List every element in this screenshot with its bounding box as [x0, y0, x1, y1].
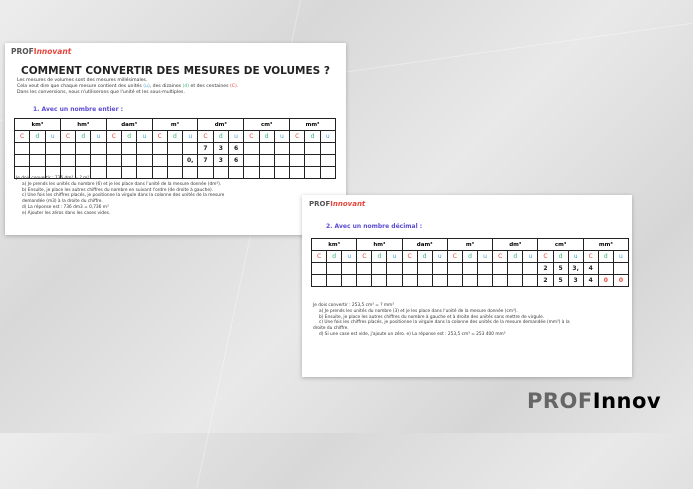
instruction-line: droite du chiffre.: [313, 326, 349, 332]
conversion-table: [14, 118, 336, 179]
unit-header-km: km³: [312, 239, 357, 251]
table-cell: 3,: [568, 263, 583, 275]
table-cell: [45, 155, 60, 167]
table-cell: [121, 143, 136, 155]
table-cell: [402, 263, 417, 275]
brand-prof: PROF: [11, 47, 34, 56]
subheader-d: d: [327, 251, 342, 263]
subheader-u: u: [387, 251, 402, 263]
subheader-u: u: [45, 131, 60, 143]
table-cell: [121, 155, 136, 167]
subheader-C: C: [402, 251, 417, 263]
table-cell: [312, 263, 327, 275]
table-cell: [508, 275, 523, 287]
section-heading: 1. Avec un nombre entier :: [33, 106, 124, 113]
brand-i: I: [33, 47, 37, 56]
table-cell: 4: [583, 275, 598, 287]
table-cell: [15, 155, 30, 167]
table-cell: [30, 155, 45, 167]
subheader-C: C: [357, 251, 372, 263]
instruction-line: demandée (m3) à la droite du chiffre.: [22, 199, 103, 205]
brand-rest: nnovant: [36, 47, 72, 56]
subheader-u: u: [523, 251, 538, 263]
unit-header-mm: mm³: [290, 119, 336, 131]
table-cell: 5: [553, 263, 568, 275]
unit-header-hm: hm³: [60, 119, 106, 131]
table-cell: [357, 275, 372, 287]
subheader-C: C: [15, 131, 30, 143]
table-cell: [76, 143, 91, 155]
subheader-u: u: [613, 251, 628, 263]
table-cell: [342, 275, 357, 287]
subheader-u: u: [274, 131, 289, 143]
worksheet-decimal: [302, 195, 632, 377]
intro-line: Les mesures de volumes sont des mesures millésimales.: [17, 78, 148, 83]
table-subheader-row: [15, 131, 336, 143]
unit-header-km: km³: [15, 119, 61, 131]
table-cell: [320, 143, 335, 155]
table-cell: [259, 143, 274, 155]
table-header-row: [312, 239, 629, 251]
subheader-C: C: [493, 251, 508, 263]
table-cell: [183, 143, 198, 155]
table-cell: [137, 143, 152, 155]
unit-header-dam: dam³: [402, 239, 447, 251]
unit-header-mm: mm³: [583, 239, 628, 251]
subheader-u: u: [137, 131, 152, 143]
table-cell: [30, 143, 45, 155]
subheader-u: u: [183, 131, 198, 143]
table-cell: [613, 263, 628, 275]
brand-rest: nnovant: [332, 200, 366, 208]
table-cell: 0,: [183, 155, 198, 167]
subheader-C: C: [106, 131, 121, 143]
unit-header-dam: dam³: [106, 119, 152, 131]
subheader-d: d: [508, 251, 523, 263]
intro-line: Cela veut dire que chaque mesure contient des unités (u), des dizaines (d) et des centaines (C).: [17, 84, 239, 90]
table-cell: [305, 155, 320, 167]
table-cell: [106, 143, 121, 155]
subheader-u: u: [478, 251, 493, 263]
instruction-line: c) Une fois les chiffres placés, je positionne la virgule dans la colonne des unités de la mesure demandée (mm³) à la: [319, 320, 570, 326]
table-cell: [76, 155, 91, 167]
instruction-line: d) Si une case est vide, j'ajoute un zéro. e) La réponse est : 253,5 cm³ = 253 400 mm³: [319, 331, 506, 337]
subheader-d: d: [121, 131, 136, 143]
table-cell: [290, 155, 305, 167]
table-row: [312, 263, 629, 275]
table-cell: [478, 263, 493, 275]
subheader-d: d: [30, 131, 45, 143]
table-row: [312, 275, 629, 287]
table-cell: [259, 155, 274, 167]
table-cell: [327, 263, 342, 275]
table-cell: [357, 263, 372, 275]
instruction-line: e) Ajouter les zéros dans les cases vides.: [22, 210, 111, 216]
subheader-d: d: [305, 131, 320, 143]
subheader-d: d: [417, 251, 432, 263]
intro-line: Dans les conversions, nous n'utiliserons que l'unité et les sous-multiples.: [17, 90, 185, 96]
instruction-line: Je dois convertir : 253,5 cm³ = ? mm³: [313, 303, 394, 308]
table-cell: [493, 275, 508, 287]
table-cell: [274, 155, 289, 167]
table-cell: [312, 275, 327, 287]
table-cell: [152, 143, 167, 155]
subheader-d: d: [553, 251, 568, 263]
table-cell: [342, 263, 357, 275]
table-cell: [152, 155, 167, 167]
table-cell: [305, 143, 320, 155]
table-cell: [274, 143, 289, 155]
table-cell: [523, 275, 538, 287]
brand-prof: PROF: [309, 200, 331, 208]
brand-rest: nnov: [601, 389, 662, 413]
table-cell: [244, 143, 259, 155]
table-cell: 4: [583, 263, 598, 275]
table-cell: [327, 275, 342, 287]
instruction-line: a) Je prends les unités du nombre (3) et je les place dans l'unité de la mesure donnée (cm³).: [319, 308, 518, 314]
table-cell: [462, 275, 477, 287]
subheader-C: C: [290, 131, 305, 143]
table-cell: 6: [228, 143, 243, 155]
brand-logo-small: [11, 47, 71, 56]
table-cell: [60, 155, 75, 167]
intro-text: [17, 78, 337, 97]
table-cell: [167, 143, 182, 155]
brand-i: I: [592, 389, 602, 413]
section-heading: 2. Avec un nombre décimal :: [326, 223, 423, 230]
table-cell: [402, 275, 417, 287]
subheader-d: d: [462, 251, 477, 263]
unit-header-cm: cm³: [538, 239, 583, 251]
instruction-line: d) La réponse est : 736 dm3 = 0,736 m³: [22, 204, 109, 210]
subheader-C: C: [538, 251, 553, 263]
table-cell: [106, 155, 121, 167]
table-cell: [493, 263, 508, 275]
instruction-line: a) Je prends les unités du nombre (6) et je les place dans l'unité de la mesure donnée (dm³).: [22, 181, 222, 187]
subheader-d: d: [167, 131, 182, 143]
table-cell: 2: [538, 275, 553, 287]
table-cell: [523, 263, 538, 275]
table-row: [15, 155, 336, 167]
subheader-d: d: [372, 251, 387, 263]
table-cell: [244, 155, 259, 167]
unit-header-dm: dm³: [198, 119, 244, 131]
brand-logo-large: [527, 389, 661, 413]
subheader-C: C: [198, 131, 213, 143]
table-cell: [447, 275, 462, 287]
unit-header-m: m³: [447, 239, 492, 251]
unit-header-hm: hm³: [357, 239, 402, 251]
subheader-u: u: [568, 251, 583, 263]
unit-header-dm: dm³: [493, 239, 538, 251]
subheader-d: d: [76, 131, 91, 143]
table-cell: [432, 263, 447, 275]
instruction-line: c) Une fois les chiffres placés, je positionne la virgule dans la colonne des unités de la mesure: [22, 193, 225, 199]
subheader-u: u: [342, 251, 357, 263]
instruction-line: b) Ensuite, je place les autres chiffres du nombre à gauche et à droite des unités sans mettre de virgule.: [319, 314, 545, 320]
table-cell: 7: [198, 143, 213, 155]
subheader-C: C: [244, 131, 259, 143]
subheader-C: C: [312, 251, 327, 263]
brand-prof: PROF: [527, 389, 593, 413]
table-cell: 3: [213, 143, 228, 155]
subheader-C: C: [60, 131, 75, 143]
table-cell: [372, 263, 387, 275]
table-cell: 2: [538, 263, 553, 275]
unit-header-cm: cm³: [244, 119, 290, 131]
table-cell: [320, 155, 335, 167]
subheader-u: u: [320, 131, 335, 143]
brand-i: I: [330, 200, 333, 208]
subheader-d: d: [213, 131, 228, 143]
instructions: [313, 303, 629, 338]
table-cell: [167, 155, 182, 167]
table-cell: 5: [553, 275, 568, 287]
page-title: COMMENT CONVERTIR DES MESURES DE VOLUMES ?: [21, 65, 330, 77]
instruction-line: b) Ensuite, je place les autres chiffres du nombre en suivant l'ordre (de droite à gauche).: [22, 187, 214, 193]
worksheet-integer: [5, 43, 346, 235]
table-cell: 0: [598, 275, 613, 287]
table-cell: [508, 263, 523, 275]
table-cell: [91, 143, 106, 155]
table-cell: [45, 143, 60, 155]
subheader-u: u: [91, 131, 106, 143]
table-cell: 3: [568, 275, 583, 287]
table-subheader-row: [312, 251, 629, 263]
instructions: [16, 176, 341, 217]
instruction-line: Je dois convertir : 736 dm³ = ? m³: [16, 176, 90, 181]
table-cell: [417, 275, 432, 287]
subheader-C: C: [583, 251, 598, 263]
subheader-u: u: [228, 131, 243, 143]
table-cell: [598, 263, 613, 275]
table-cell: 6: [228, 155, 243, 167]
table-cell: [60, 143, 75, 155]
subheader-C: C: [447, 251, 462, 263]
table-cell: [15, 143, 30, 155]
conversion-table: [311, 238, 629, 287]
table-cell: [462, 263, 477, 275]
table-cell: [137, 155, 152, 167]
brand-logo-small: [309, 200, 365, 208]
table-cell: 3: [213, 155, 228, 167]
subheader-C: C: [152, 131, 167, 143]
subheader-u: u: [432, 251, 447, 263]
table-cell: [478, 275, 493, 287]
table-cell: [290, 143, 305, 155]
table-cell: [447, 263, 462, 275]
subheader-d: d: [259, 131, 274, 143]
table-cell: [372, 275, 387, 287]
table-cell: [387, 263, 402, 275]
table-cell: [432, 275, 447, 287]
unit-header-m: m³: [152, 119, 198, 131]
table-cell: 7: [198, 155, 213, 167]
table-cell: 0: [613, 275, 628, 287]
table-cell: [387, 275, 402, 287]
table-cell: [417, 263, 432, 275]
subheader-d: d: [598, 251, 613, 263]
table-cell: [91, 155, 106, 167]
table-header-row: [15, 119, 336, 131]
table-row: [15, 143, 336, 155]
